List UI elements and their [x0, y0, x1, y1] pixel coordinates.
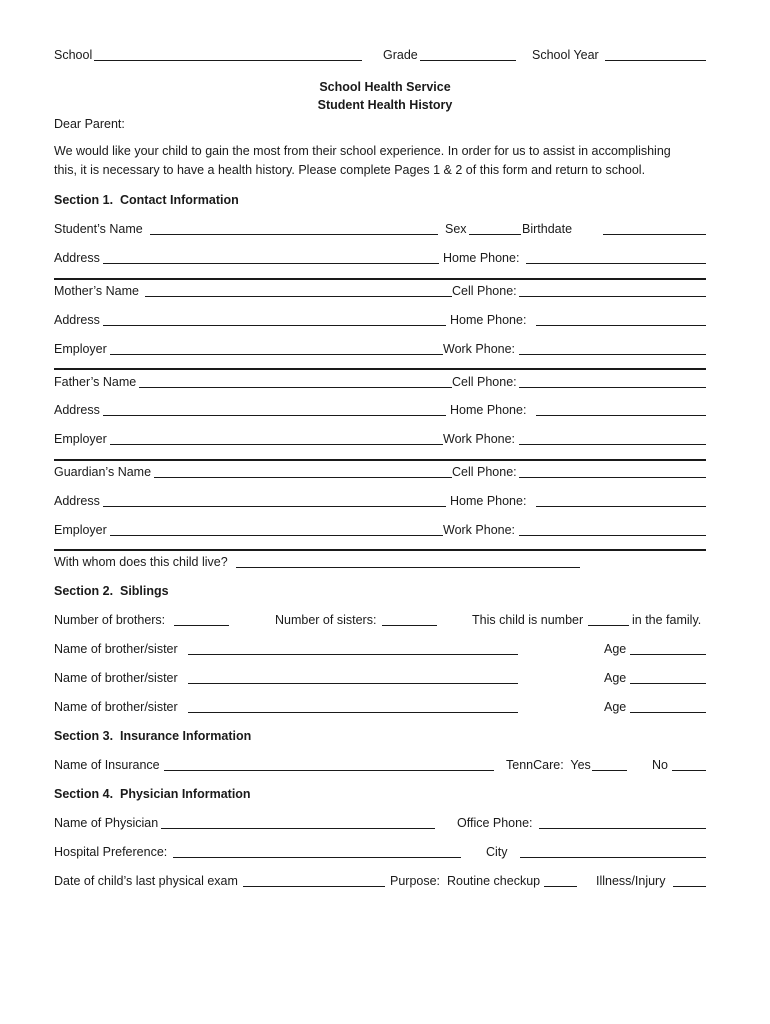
work-phone-label: Work Phone:: [443, 342, 516, 356]
sex-label: Sex: [445, 222, 467, 236]
section4-heading-row: [54, 785, 706, 803]
guardian-work-phone-field[interactable]: [519, 535, 706, 536]
tenncare-yes-field[interactable]: [592, 770, 627, 771]
fathers-name-field[interactable]: [139, 387, 452, 388]
mother-row: [54, 282, 706, 300]
mother-work-phone-field[interactable]: [519, 354, 706, 355]
sibling-row: [54, 669, 706, 687]
section1-heading-row: [54, 191, 706, 209]
physician-row: [54, 814, 706, 832]
sibling-row: [54, 640, 706, 658]
student-row: [54, 220, 706, 238]
age-label: Age: [604, 642, 627, 656]
school-year-field[interactable]: [605, 60, 706, 61]
address-label: Address: [54, 313, 100, 327]
routine-checkup-field[interactable]: [544, 886, 577, 887]
work-phone-label: Work Phone:: [443, 432, 516, 446]
insurance-row: [54, 756, 706, 774]
divider: [54, 278, 706, 280]
tenncare-label: TennCare: Yes: [506, 758, 591, 772]
father-cell-phone-field[interactable]: [519, 387, 706, 388]
sibling-name-label: Name of brother/sister: [54, 671, 178, 685]
address-label: Address: [54, 251, 100, 265]
guardian-home-phone-field[interactable]: [536, 506, 706, 507]
age-label: Age: [604, 700, 627, 714]
section2-heading: Section 2. Siblings: [54, 584, 169, 598]
father-address-row: [54, 401, 706, 419]
student-address-row: [54, 249, 706, 267]
sibling-name-field[interactable]: [188, 712, 518, 713]
sisters-field[interactable]: [382, 625, 437, 626]
divider: [54, 459, 706, 461]
lives-with-label: With whom does this child live?: [54, 555, 228, 569]
section4-heading: Section 4. Physician Information: [54, 787, 251, 801]
mother-employer-field[interactable]: [110, 354, 443, 355]
birthdate-field[interactable]: [603, 234, 706, 235]
form-title-line1: School Health Service: [319, 80, 451, 94]
school-field[interactable]: [94, 60, 362, 61]
last-physical-label: Date of child’s last physical exam: [54, 874, 238, 888]
salutation: [54, 115, 706, 133]
birthdate-label: Birthdate: [522, 222, 573, 236]
section2-heading-row: [54, 582, 706, 600]
home-phone-label: Home Phone:: [450, 494, 527, 508]
mother-home-phone-field[interactable]: [536, 325, 706, 326]
brothers-label: Number of brothers:: [54, 613, 166, 627]
father-home-phone-field[interactable]: [536, 415, 706, 416]
sisters-label: Number of sisters:: [275, 613, 377, 627]
illness-label: Illness/Injury: [596, 874, 666, 888]
sibling-row: [54, 698, 706, 716]
header-row: [54, 46, 706, 64]
purpose-label: Purpose: Routine checkup: [390, 874, 541, 888]
salutation-text: Dear Parent:: [54, 117, 125, 131]
sibling-age-field[interactable]: [630, 712, 706, 713]
grade-field[interactable]: [420, 60, 516, 61]
school-year-label: School Year: [532, 48, 599, 62]
father-address-field[interactable]: [103, 415, 446, 416]
illness-field[interactable]: [673, 886, 706, 887]
divider: [54, 549, 706, 551]
section3-heading-row: [54, 727, 706, 745]
mother-address-field[interactable]: [103, 325, 446, 326]
students-name-field[interactable]: [150, 234, 438, 235]
physical-row: [54, 872, 706, 890]
student-home-phone-field[interactable]: [526, 263, 706, 264]
section3-heading: Section 3. Insurance Information: [54, 729, 252, 743]
sibling-age-field[interactable]: [630, 654, 706, 655]
divider: [54, 368, 706, 370]
home-phone-label: Home Phone:: [450, 313, 527, 327]
brothers-field[interactable]: [174, 625, 229, 626]
intro-paragraph: [54, 142, 704, 180]
students-name-label: Student’s Name: [54, 222, 143, 236]
sibling-age-field[interactable]: [630, 683, 706, 684]
last-physical-field[interactable]: [243, 886, 385, 887]
cell-phone-label: Cell Phone:: [452, 284, 517, 298]
city-field[interactable]: [520, 857, 706, 858]
father-row: [54, 373, 706, 391]
father-employer-field[interactable]: [110, 444, 443, 445]
section1-heading: Section 1. Contact Information: [54, 193, 239, 207]
city-label: City: [486, 845, 508, 859]
form-title-line2: Student Health History: [317, 98, 453, 112]
grade-label: Grade: [383, 48, 418, 62]
physician-name-field[interactable]: [161, 828, 435, 829]
age-label: Age: [604, 671, 627, 685]
mothers-name-label: Mother’s Name: [54, 284, 139, 298]
child-number-field[interactable]: [588, 625, 629, 626]
hospital-label: Hospital Preference:: [54, 845, 168, 859]
employer-label: Employer: [54, 342, 107, 356]
father-employer-row: [54, 430, 706, 448]
guardian-address-row: [54, 492, 706, 510]
guardians-name-field[interactable]: [154, 477, 452, 478]
employer-label: Employer: [54, 432, 107, 446]
mothers-name-field[interactable]: [145, 296, 452, 297]
tenncare-no-field[interactable]: [672, 770, 706, 771]
address-label: Address: [54, 403, 100, 417]
intro-line-2: this, it is necessary to have a health history. Please complete Pages 1 & 2 of this form and return to school.: [54, 163, 646, 177]
mother-cell-phone-field[interactable]: [519, 296, 706, 297]
child-number-label: This child is number: [472, 613, 584, 627]
sex-field[interactable]: [469, 234, 521, 235]
intro-line-1: We would like your child to gain the most from their school experience. In order for us to assist in accomplishing: [54, 144, 671, 158]
no-label: No: [652, 758, 668, 772]
sibling-name-field[interactable]: [188, 683, 518, 684]
guardians-name-label: Guardian’s Name: [54, 465, 152, 479]
school-label: School: [54, 48, 93, 62]
student-address-field[interactable]: [103, 263, 439, 264]
sibling-name-label: Name of brother/sister: [54, 700, 178, 714]
in-family-label: in the family.: [632, 613, 702, 627]
hospital-field[interactable]: [173, 857, 461, 858]
guardian-row: [54, 463, 706, 481]
office-phone-label: Office Phone:: [457, 816, 533, 830]
lives-with-row: [54, 553, 706, 571]
insurance-name-field[interactable]: [164, 770, 494, 771]
home-phone-label: Home Phone:: [443, 251, 520, 265]
father-work-phone-field[interactable]: [519, 444, 706, 445]
siblings-count-row: [54, 611, 706, 629]
address-label: Address: [54, 494, 100, 508]
home-phone-label: Home Phone:: [450, 403, 527, 417]
lives-with-field[interactable]: [236, 567, 580, 568]
cell-phone-label: Cell Phone:: [452, 375, 517, 389]
guardian-employer-field[interactable]: [110, 535, 443, 536]
employer-label: Employer: [54, 523, 107, 537]
insurance-name-label: Name of Insurance: [54, 758, 160, 772]
guardian-employer-row: [54, 521, 706, 539]
work-phone-label: Work Phone:: [443, 523, 516, 537]
physician-name-label: Name of Physician: [54, 816, 159, 830]
guardian-address-field[interactable]: [103, 506, 446, 507]
fathers-name-label: Father’s Name: [54, 375, 137, 389]
mother-address-row: [54, 311, 706, 329]
office-phone-field[interactable]: [539, 828, 706, 829]
sibling-name-field[interactable]: [188, 654, 518, 655]
sibling-name-label: Name of brother/sister: [54, 642, 178, 656]
mother-employer-row: [54, 340, 706, 358]
hospital-row: [54, 843, 706, 861]
cell-phone-label: Cell Phone:: [452, 465, 517, 479]
guardian-cell-phone-field[interactable]: [519, 477, 706, 478]
